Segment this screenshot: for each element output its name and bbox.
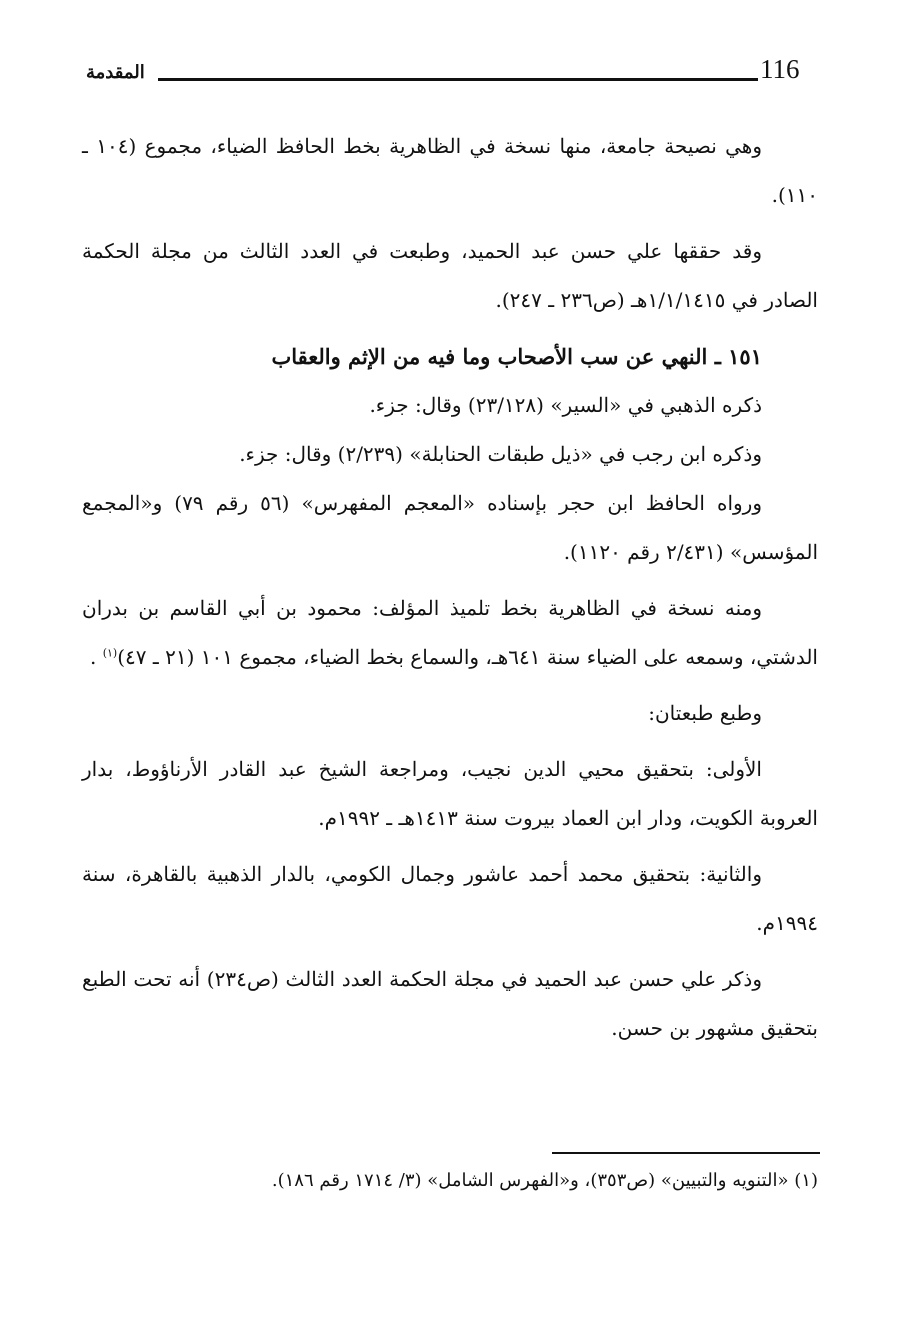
footnote-marker: (١) <box>102 646 118 660</box>
paragraph-3: ذكره الذهبي في «السير» (٢٣/١٢٨) وقال: جزء. <box>369 393 762 417</box>
paragraph-6-end: . <box>89 645 103 669</box>
paragraph-1: وهي نصيحة جامعة، منها نسخة في الظاهرية بخط الحافظ الضياء، مجموع (١٠٤ ـ ١١٠). <box>82 134 818 207</box>
paragraph-5: ورواه الحافظ ابن حجر بإسناده «المعجم المفهرس» (٥٦ رقم ٧٩) و«المجمع المؤسس» (٢/٤٣١ رقم ١١٢٠). <box>82 491 818 564</box>
paragraph-7: وطبع طبعتان: <box>648 701 762 725</box>
main-text <box>82 122 818 1060</box>
paragraph-4: وذكره ابن رجب في «ذيل طبقات الحنابلة» (٢/٢٣٩) وقال: جزء. <box>239 442 762 466</box>
paragraph-9: والثانية: بتحقيق محمد أحمد عاشور وجمال الكومي، بالدار الذهبية بالقاهرة، سنة ١٩٩٤م. <box>82 862 818 935</box>
entry-heading: ١٥١ ـ النهي عن سب الأصحاب وما فيه من الإثم والعقاب <box>271 344 762 369</box>
paragraph-10: وذكر علي حسن عبد الحميد في مجلة الحكمة العدد الثالث (ص٢٣٤) أنه تحت الطبع بتحقيق مشهور بن حسن. <box>82 967 818 1040</box>
footnote: (١) «التنويه والتبيين» (ص٣٥٣)، و«الفهرس الشامل» (٣/ ١٧١٤ رقم ١٨٦). <box>271 1170 818 1191</box>
paragraph-2: وقد حققها علي حسن عبد الحميد، وطبعت في العدد الثالث من مجلة الحكمة الصادر في ١/١/١٤١٥هـ (ص٢٣٦ ـ ٢٤٧). <box>82 239 818 312</box>
running-title: المقدمة <box>86 62 145 83</box>
paragraph-6-text: ومنه نسخة في الظاهرية بخط تلميذ المؤلف: محمود بن أبي القاسم بن بدران الدشتي، وسمعه على الضياء سنة ٦٤١هـ، والسماع بخط الضياء، مجموع ١٠١ (٢١ ـ ٤٧) <box>82 596 818 669</box>
paragraph-6 <box>82 584 818 682</box>
paragraph-8: الأولى: بتحقيق محيي الدين نجيب، ومراجعة الشيخ عبد القادر الأرناؤوط، بدار العروبة الكويت، ودار ابن العماد بيروت سنة ١٤١٣هـ ـ ١٩٩٢م. <box>82 757 818 830</box>
page-header <box>80 52 820 92</box>
header-rule <box>158 78 758 81</box>
footnote-rule <box>552 1152 820 1154</box>
page-number: 116 <box>760 54 800 84</box>
